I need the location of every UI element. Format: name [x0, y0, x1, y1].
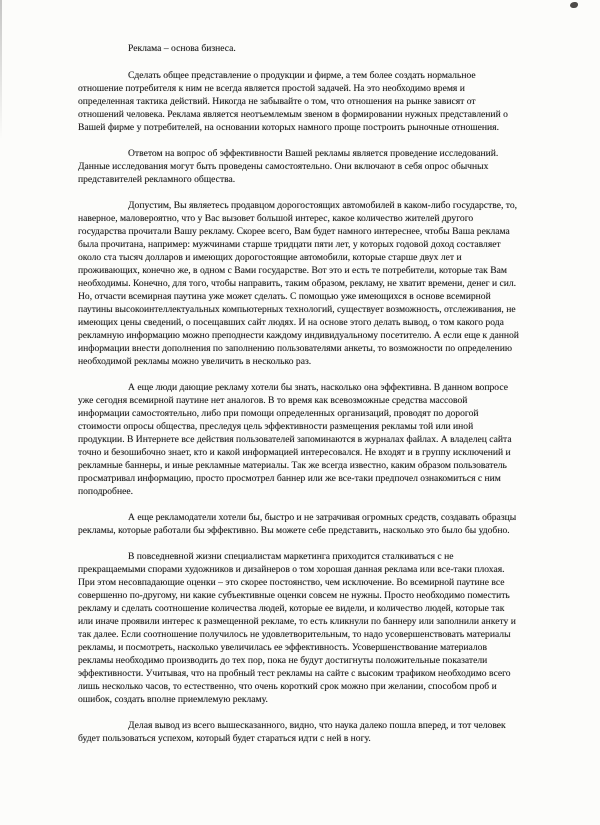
paragraph-research: Ответом на вопрос об эффективности Вашей рекламы является проведение исследований. Данные исследования могут быть проведены самостоятельно. Они включают в себя опрос обычных представителей рекламного общества.: [78, 148, 499, 185]
paragraph-marketing-practice: В повседневной жизни специалистам маркетинга приходится сталкиваться с не прекращаемыми спорами художников и дизайнеров о том хорошая данная реклама или все-таки плохая. При этом несовпадающие оценки – это скорее постоянство, чем исключение. Во всемирной паутине все совершенно по-другому, ни какие субъективные оценки совсем не нужны. Просто необходимо поместить рекламу и сделать соотношение количества людей, которые ее видели, и количество людей, которые так или иначе проявили интерес к размещенной рекламе, то есть кликнули по баннеру или заполнили анкету и так далее. Если соотношение получилось не удовлетворительным, то надо усовершенствовать материалы рекламы, и посмотреть, насколько увеличилась ее эффективность. Усовершенствование материалов рекламы необходимо производить до тех пор, пока не будут достигнуты положительные показатели эффективности. Учитывая, что на пробный тест рекламы на сайте с высоким трафиком необходимо всего лишь несколько часов, то естественно, что очень короткий срок можно при желании, способом проб и ошибок, создать вполне приемлемую рекламу.: [78, 551, 516, 705]
paragraph-conclusion: Делая вывод из всего вышесказанного, видно, что наука далеко пошла вперед, и тот человек будет пользоваться успехом, который будет стараться идти с ней в ногу.: [78, 720, 506, 744]
paragraph-intro: Сделать общее представление о продукции и фирме, а тем более создать нормальное отношение потребителя к ним не всегда является простой задачей. На это необходимо время и определенная тактика действий. Никогда не забывайте о том, что отношения на рынке зависят от отношений человека. Реклама является неотъемлемым звеном в формировании нужных представлений о Вашей фирме у потребителей, на основании которых намного проще построить рыночные отношения.: [78, 70, 508, 133]
document-content: [78, 42, 521, 758]
scan-edge-shadow: [0, 0, 2, 140]
paragraph-advertisers-wish: А еще рекламодатели хотели бы, быстро и не затрачивая огромных средств, создавать образцы рекламы, которые работали бы эффективно. Вы можете себе представить, насколько это было бы удобно.: [78, 512, 517, 536]
document-title: Реклама – основа бизнеса.: [128, 43, 236, 54]
paragraph-effectiveness-tracking: А еще люди дающие рекламу хотели бы знать, насколько она эффективна. В данном вопросе уже сегодня всемирной паутине нет аналогов. В то время как всевозможные средства массовой информации самостоятельно, либо при помощи определенных организаций, проводят по дорогой стоимости опросы общества, преследуя цель эффективности размещения рекламы той или иной продукции. В Интернете все действия пользователей запоминаются в журналах файлах. А владелец сайта точно и безошибочно знает, кто и какой информацией интересовался. Не входят и в группу исключений и рекламные баннеры, и иные рекламные материалы. Так же всегда известно, каким образом пользователь просматривал информацию, просто просмотрел баннер или же все-таки предпочел ознакомиться с ним поподробнее.: [78, 382, 512, 497]
scan-artifact-mark: [570, 2, 578, 8]
paragraph-car-seller-example: Допустим, Вы являетесь продавцом дорогостоящих автомобилей в каком-либо государстве, то, наверное, маловероятно, что у Вас вызовет большой интерес, какое количество жителей другого государства прочитали Вашу рекламу. Скорее всего, Вам будет намного интереснее, чтобы Ваша реклама была прочитана, например: мужчинами старше тридцати пяти лет, у которых годовой доход составляет около ста тысяч долларов и имеющих дорогостоящие автомобили, которые старше двух лет и проживающих, конечно же, в одном с Вами государстве. Вот это и есть те потребители, которые так Вам необходимы. Конечно, для того, чтобы направить, таким образом, рекламу, не хватит времени, денег и сил. Но, отчасти всемирная паутина уже может сделать. С помощью уже имеющихся в основе всемирной паутины высокоинтеллектуальных компьютерных технологий, существует возможность, отслеживания, не имеющих цены сведений, о посещавших сайт людях. И на основе этого делать вывод, о том какого рода рекламную информацию можно преподнести каждому индивидуальному посетителю. А если еще к данной информации внести дополнения по заполнению пользователями анкеты, то возможности по определению необходимой рекламы можно увеличить в несколько раз.: [78, 200, 519, 367]
